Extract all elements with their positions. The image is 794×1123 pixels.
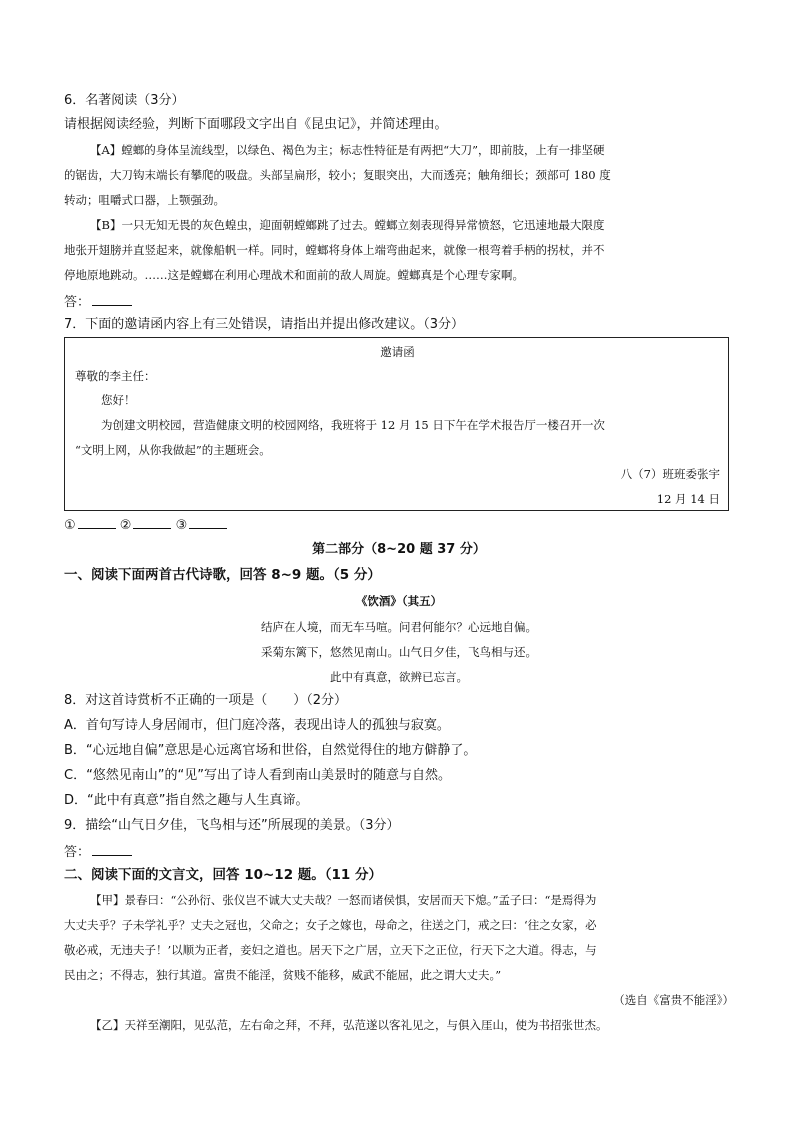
q8-option-c: C．“悠然见南山”的“见”写出了诗人看到南山美景时的随意与自然。 [64, 768, 452, 783]
q6-passage-b-line: 地张开翅膀并直竖起来，就像船帆一样。同时，螳螂将身体上端弯曲起来，就像一根弯着手柄的拐杖，并不 [64, 243, 605, 257]
invitation-greeting: 您好！ [101, 393, 136, 407]
invitation-body-line: “文明上网，从你我做起”的主题班会。 [75, 443, 271, 457]
section2-title: 二、阅读下面的文言文，回答 10~12 题。（11 分） [64, 867, 383, 883]
poem-line: 结庐在人境，而无车马喧。问君何能尔？心远地自偏。 [261, 620, 537, 634]
jia-passage-line: 【甲】景春曰：“公孙衍、张仪岂不诚大丈夫哉？一怒而诸侯惧，安居而天下熄。”孟子曰：“是焉得为 [90, 893, 597, 907]
q9-answer-blank[interactable] [92, 842, 132, 856]
q8-title: 8．对这首诗赏析不正确的一项是（ ）（2分） [64, 693, 348, 708]
q7-answer-mark: ② [119, 518, 132, 533]
invitation-date: 12 月 14 日 [656, 492, 720, 506]
q6-answer-label: 答： [64, 295, 91, 310]
invitation-heading: 邀请函 [380, 345, 415, 359]
section1-title: 一、阅读下面两首古代诗歌，回答 8~9 题。（5 分） [64, 567, 381, 583]
yi-passage-line: 【乙】天祥至潮阳，见弘范，左右命之拜，不拜，弘范遂以客礼见之，与俱入厓山，使为书招张世杰。 [90, 1018, 608, 1032]
q6-passage-a-line: 【A】螳螂的身体呈流线型，以绿色、褐色为主；标志性特征是有两把“大刀”，即前肢，上有一排坚硬 [90, 143, 605, 157]
poem-line: 此中有真意，欲辨已忘言。 [330, 670, 468, 684]
q6-passage-b-line: 停地原地跳动。……这是螳螂在利用心理战术和面前的敌人周旋。螳螂真是个心理专家啊。 [64, 268, 524, 282]
invitation-salutation: 尊敬的李主任： [75, 369, 156, 383]
q8-option-b: B．“心远地自偏”意思是心远离官场和世俗，自然觉得住的地方僻静了。 [64, 743, 477, 758]
q7-answer-row [64, 515, 227, 535]
q6-answer-blank[interactable] [92, 292, 132, 306]
q6-passage-a-line: 的锯齿，大刀钩末端长有攀爬的吸盘。头部呈扁形，较小；复眼突出，大而透亮；触角细长；颈部可 180 度 [64, 168, 611, 182]
q6-passage-a-line: 转动；咀嚼式口器，上颚强劲。 [64, 193, 225, 207]
q6-title: 6．名著阅读（3分） [64, 93, 185, 108]
q7-answer-blank-2[interactable] [133, 515, 171, 529]
part2-title: 第二部分（8~20 题 37 分） [312, 542, 486, 557]
jia-passage-line: 民由之；不得志，独行其道。富贵不能淫，贫贱不能移，威武不能屈，此之谓大丈夫。” [64, 968, 502, 982]
q7-answer-mark: ① [64, 518, 76, 533]
q7-answer-mark: ③ [175, 518, 188, 533]
q9-answer-row [64, 842, 734, 862]
q6-passage-b-line: 【B】一只无知无畏的灰色蝗虫，迎面朝螳螂跳了过去。螳螂立刻表现得异常愤怒，它迅速地最大限度 [90, 218, 605, 232]
poem-title: 《饮酒》（其五） [355, 594, 443, 608]
q7-title: 7．下面的邀请函内容上有三处错误，请指出并提出修改建议。（3分） [64, 317, 465, 332]
invitation-letter-box [64, 337, 729, 511]
q7-answer-blank-3[interactable] [189, 515, 227, 529]
q6-answer-row [64, 292, 734, 312]
q7-answer-blank-1[interactable] [78, 515, 116, 529]
jia-source: （选自《富贵不能淫》） [613, 993, 734, 1007]
jia-passage-line: 敬必戒，无违夫子！’以顺为正者，妾妇之道也。居天下之广居，立天下之正位，行天下之大道。得志，与 [64, 943, 597, 957]
poem-line: 采菊东篱下，悠然见南山。山气日夕佳，飞鸟相与还。 [261, 645, 537, 659]
q6-prompt: 请根据阅读经验，判断下面哪段文字出自《昆虫记》，并简述理由。 [64, 117, 448, 132]
invitation-signature: 八（7）班班委张宇 [620, 467, 720, 481]
invitation-body-line: 为创建文明校园，营造健康文明的校园网络，我班将于 12 月 15 日下午在学术报告厅一楼召开一次 [101, 418, 605, 432]
q8-option-a: A．首句写诗人身居闹市，但门庭冷落，表现出诗人的孤独与寂寞。 [64, 718, 450, 733]
q8-option-d: D．“此中有真意”指自然之趣与人生真谛。 [64, 793, 309, 808]
q9-title: 9．描绘“山气日夕佳，飞鸟相与还”所展现的美景。（3分） [64, 818, 400, 833]
q9-answer-label: 答： [64, 845, 91, 860]
jia-passage-line: 大丈夫乎？子未学礼乎？丈夫之冠也，父命之；女子之嫁也，母命之，往送之门，戒之曰：‘往之女家，必 [64, 918, 597, 932]
